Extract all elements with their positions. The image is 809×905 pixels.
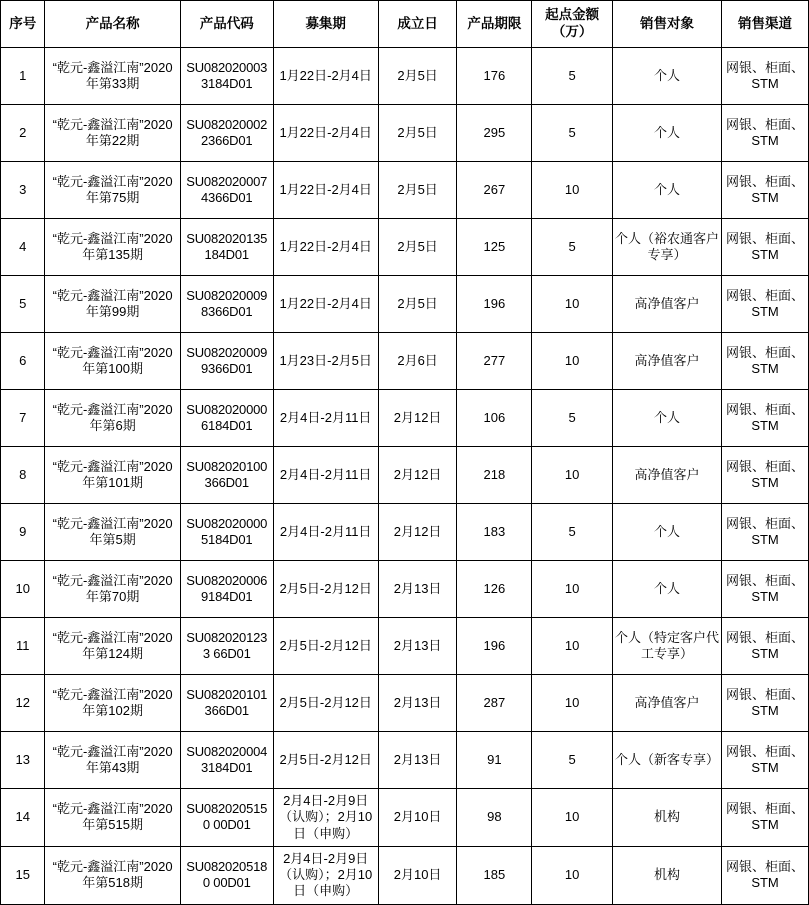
column-header-raise-period: 募集期 <box>273 1 378 48</box>
cell-index: 11 <box>1 618 45 675</box>
cell-sales-target: 高净值客户 <box>613 276 722 333</box>
cell-product-code: SU0820200005184D01 <box>180 504 273 561</box>
cell-setup-date: 2月13日 <box>378 618 457 675</box>
min-amount-line1: 起点金额 <box>545 7 600 23</box>
table-row <box>1 276 809 333</box>
cell-sales-channel: 网银、柜面、STM <box>722 219 809 276</box>
cell-min-amount: 10 <box>532 618 613 675</box>
cell-product-code: SU0820200098366D01 <box>180 276 273 333</box>
cell-min-amount: 5 <box>532 219 613 276</box>
cell-product-name: “乾元-鑫溢江南”2020年第33期 <box>45 48 180 105</box>
column-header-term: 产品期限 <box>457 1 532 48</box>
cell-raise-period: 2月5日-2月12日 <box>273 561 378 618</box>
cell-index: 9 <box>1 504 45 561</box>
cell-product-name: “乾元-鑫溢江南”2020年第135期 <box>45 219 180 276</box>
cell-setup-date: 2月6日 <box>378 333 457 390</box>
cell-setup-date: 2月13日 <box>378 732 457 789</box>
cell-index: 2 <box>1 105 45 162</box>
cell-product-name: “乾元-鑫溢江南”2020年第22期 <box>45 105 180 162</box>
cell-sales-channel: 网银、柜面、STM <box>722 732 809 789</box>
cell-min-amount: 10 <box>532 447 613 504</box>
table-header <box>1 1 809 48</box>
cell-setup-date: 2月5日 <box>378 219 457 276</box>
cell-min-amount: 10 <box>532 561 613 618</box>
cell-term: 91 <box>457 732 532 789</box>
table-row <box>1 504 809 561</box>
cell-sales-target: 个人（特定客户代工专享） <box>613 618 722 675</box>
cell-sales-channel: 网银、柜面、STM <box>722 333 809 390</box>
cell-raise-period: 2月4日-2月9日（认购）；2月10日（申购） <box>273 789 378 847</box>
table-row <box>1 390 809 447</box>
cell-product-name: “乾元-鑫溢江南”2020年第515期 <box>45 789 180 847</box>
cell-min-amount: 5 <box>532 390 613 447</box>
column-header-product-name: 产品名称 <box>45 1 180 48</box>
cell-product-code: SU0820200074366D01 <box>180 162 273 219</box>
cell-term: 267 <box>457 162 532 219</box>
cell-setup-date: 2月10日 <box>378 846 457 904</box>
cell-index: 13 <box>1 732 45 789</box>
cell-product-code: SU0820200022366D01 <box>180 105 273 162</box>
table-row <box>1 48 809 105</box>
cell-product-name: “乾元-鑫溢江南”2020年第124期 <box>45 618 180 675</box>
cell-sales-target: 机构 <box>613 789 722 847</box>
cell-product-code: SU082020101366D01 <box>180 675 273 732</box>
cell-term: 185 <box>457 846 532 904</box>
cell-sales-channel: 网银、柜面、STM <box>722 276 809 333</box>
column-header-sales-channel: 销售渠道 <box>722 1 809 48</box>
table-row <box>1 618 809 675</box>
cell-index: 7 <box>1 390 45 447</box>
cell-sales-channel: 网银、柜面、STM <box>722 48 809 105</box>
cell-sales-target: 高净值客户 <box>613 675 722 732</box>
cell-sales-channel: 网银、柜面、STM <box>722 105 809 162</box>
cell-sales-target: 个人 <box>613 390 722 447</box>
cell-raise-period: 1月23日-2月5日 <box>273 333 378 390</box>
cell-sales-channel: 网银、柜面、STM <box>722 846 809 904</box>
cell-sales-target: 个人（新客专享） <box>613 732 722 789</box>
cell-product-name: “乾元-鑫溢江南”2020年第5期 <box>45 504 180 561</box>
cell-setup-date: 2月5日 <box>378 48 457 105</box>
cell-setup-date: 2月12日 <box>378 504 457 561</box>
cell-term: 176 <box>457 48 532 105</box>
column-header-setup-date: 成立日 <box>378 1 457 48</box>
cell-setup-date: 2月5日 <box>378 276 457 333</box>
cell-index: 14 <box>1 789 45 847</box>
cell-sales-channel: 网银、柜面、STM <box>722 789 809 847</box>
cell-sales-channel: 网银、柜面、STM <box>722 675 809 732</box>
cell-setup-date: 2月5日 <box>378 105 457 162</box>
cell-index: 1 <box>1 48 45 105</box>
cell-setup-date: 2月13日 <box>378 561 457 618</box>
cell-min-amount: 10 <box>532 276 613 333</box>
cell-raise-period: 2月4日-2月9日（认购）；2月10日（申购） <box>273 846 378 904</box>
cell-term: 106 <box>457 390 532 447</box>
cell-setup-date: 2月12日 <box>378 447 457 504</box>
cell-min-amount: 10 <box>532 675 613 732</box>
table-row <box>1 447 809 504</box>
cell-setup-date: 2月13日 <box>378 675 457 732</box>
cell-raise-period: 1月22日-2月4日 <box>273 48 378 105</box>
cell-index: 6 <box>1 333 45 390</box>
cell-min-amount: 10 <box>532 846 613 904</box>
cell-min-amount: 10 <box>532 333 613 390</box>
cell-sales-target: 个人 <box>613 561 722 618</box>
cell-min-amount: 10 <box>532 789 613 847</box>
cell-sales-target: 高净值客户 <box>613 333 722 390</box>
cell-min-amount: 5 <box>532 105 613 162</box>
column-header-index: 序号 <box>1 1 45 48</box>
cell-raise-period: 1月22日-2月4日 <box>273 162 378 219</box>
cell-sales-channel: 网银、柜面、STM <box>722 447 809 504</box>
cell-sales-target: 高净值客户 <box>613 447 722 504</box>
table-row <box>1 333 809 390</box>
table-body <box>1 48 809 905</box>
cell-term: 277 <box>457 333 532 390</box>
cell-sales-channel: 网银、柜面、STM <box>722 162 809 219</box>
cell-index: 4 <box>1 219 45 276</box>
cell-sales-channel: 网银、柜面、STM <box>722 618 809 675</box>
cell-term: 98 <box>457 789 532 847</box>
column-header-min-amount <box>532 1 613 48</box>
cell-index: 5 <box>1 276 45 333</box>
cell-sales-channel: 网银、柜面、STM <box>722 561 809 618</box>
cell-sales-target: 个人 <box>613 504 722 561</box>
cell-raise-period: 1月22日-2月4日 <box>273 276 378 333</box>
cell-product-code: SU082020100366D01 <box>180 447 273 504</box>
cell-index: 3 <box>1 162 45 219</box>
cell-product-name: “乾元-鑫溢江南”2020年第99期 <box>45 276 180 333</box>
cell-term: 287 <box>457 675 532 732</box>
cell-product-name: “乾元-鑫溢江南”2020年第43期 <box>45 732 180 789</box>
cell-product-code: SU0820200033184D01 <box>180 48 273 105</box>
cell-raise-period: 2月4日-2月11日 <box>273 390 378 447</box>
cell-setup-date: 2月12日 <box>378 390 457 447</box>
table-row <box>1 732 809 789</box>
cell-product-name: “乾元-鑫溢江南”2020年第100期 <box>45 333 180 390</box>
cell-product-code: SU0820205180 00D01 <box>180 846 273 904</box>
cell-min-amount: 5 <box>532 732 613 789</box>
cell-index: 10 <box>1 561 45 618</box>
cell-product-name: “乾元-鑫溢江南”2020年第6期 <box>45 390 180 447</box>
cell-product-name: “乾元-鑫溢江南”2020年第70期 <box>45 561 180 618</box>
cell-sales-target: 个人 <box>613 48 722 105</box>
cell-product-code: SU082020135184D01 <box>180 219 273 276</box>
table-row <box>1 162 809 219</box>
cell-sales-target: 机构 <box>613 846 722 904</box>
cell-index: 15 <box>1 846 45 904</box>
cell-product-code: SU0820200043184D01 <box>180 732 273 789</box>
cell-raise-period: 2月4日-2月11日 <box>273 447 378 504</box>
cell-product-name: “乾元-鑫溢江南”2020年第518期 <box>45 846 180 904</box>
table-row <box>1 675 809 732</box>
cell-setup-date: 2月10日 <box>378 789 457 847</box>
min-amount-line2: （万） <box>551 24 593 39</box>
column-header-sales-target: 销售对象 <box>613 1 722 48</box>
cell-term: 126 <box>457 561 532 618</box>
cell-product-name: “乾元-鑫溢江南”2020年第102期 <box>45 675 180 732</box>
cell-term: 295 <box>457 105 532 162</box>
table-row <box>1 105 809 162</box>
cell-setup-date: 2月5日 <box>378 162 457 219</box>
table-row <box>1 219 809 276</box>
cell-term: 125 <box>457 219 532 276</box>
cell-product-code: SU0820200006184D01 <box>180 390 273 447</box>
cell-term: 218 <box>457 447 532 504</box>
table-row <box>1 561 809 618</box>
cell-sales-target: 个人 <box>613 162 722 219</box>
cell-raise-period: 1月22日-2月4日 <box>273 219 378 276</box>
cell-index: 12 <box>1 675 45 732</box>
cell-min-amount: 5 <box>532 48 613 105</box>
column-header-product-code: 产品代码 <box>180 1 273 48</box>
table-row <box>1 789 809 847</box>
cell-raise-period: 2月4日-2月11日 <box>273 504 378 561</box>
cell-sales-channel: 网银、柜面、STM <box>722 390 809 447</box>
cell-product-code: SU0820200099366D01 <box>180 333 273 390</box>
cell-sales-channel: 网银、柜面、STM <box>722 504 809 561</box>
cell-sales-target: 个人（裕农通客户专享） <box>613 219 722 276</box>
cell-product-code: SU0820201233 66D01 <box>180 618 273 675</box>
table-row <box>1 846 809 904</box>
cell-product-name: “乾元-鑫溢江南”2020年第75期 <box>45 162 180 219</box>
cell-sales-target: 个人 <box>613 105 722 162</box>
cell-raise-period: 2月5日-2月12日 <box>273 618 378 675</box>
cell-min-amount: 5 <box>532 504 613 561</box>
cell-raise-period: 1月22日-2月4日 <box>273 105 378 162</box>
cell-product-code: SU0820205150 00D01 <box>180 789 273 847</box>
cell-min-amount: 10 <box>532 162 613 219</box>
header-row <box>1 1 809 48</box>
cell-term: 183 <box>457 504 532 561</box>
cell-raise-period: 2月5日-2月12日 <box>273 675 378 732</box>
cell-term: 196 <box>457 618 532 675</box>
cell-product-code: SU0820200069184D01 <box>180 561 273 618</box>
cell-term: 196 <box>457 276 532 333</box>
cell-product-name: “乾元-鑫溢江南”2020年第101期 <box>45 447 180 504</box>
cell-raise-period: 2月5日-2月12日 <box>273 732 378 789</box>
cell-index: 8 <box>1 447 45 504</box>
